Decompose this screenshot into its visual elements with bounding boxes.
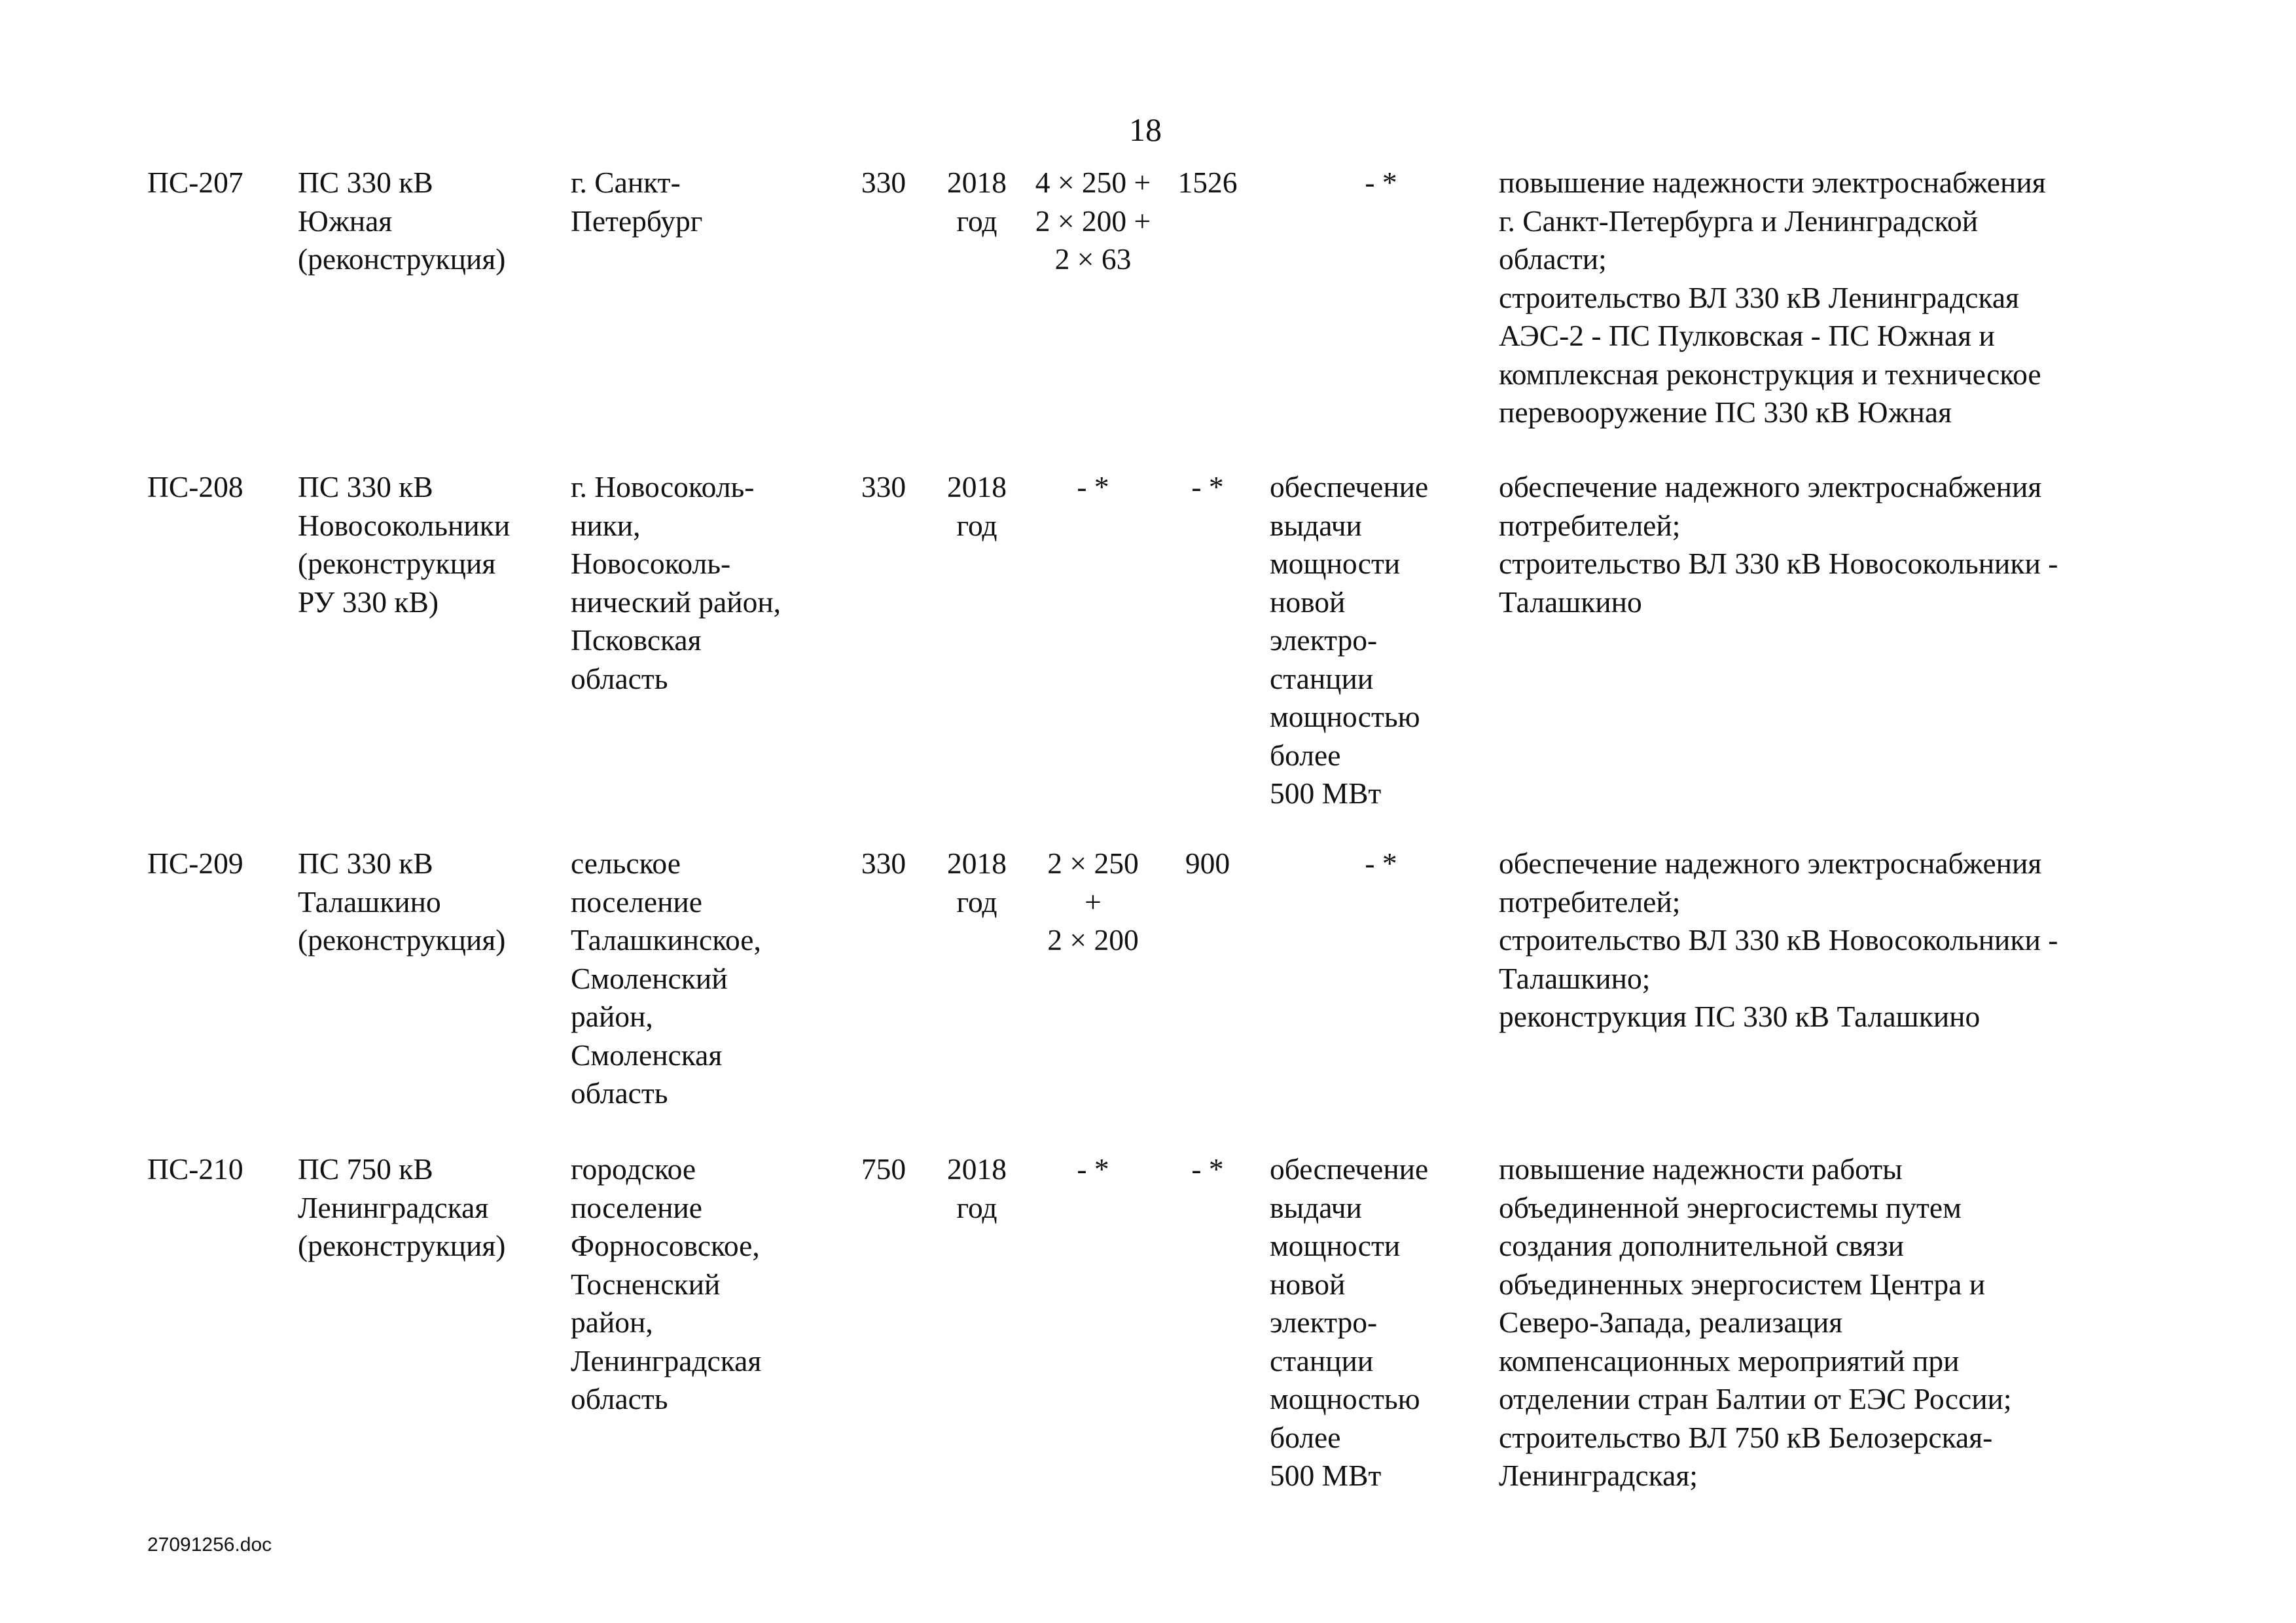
note: повышение надежности работы объединенной энергосистемы путем создания дополнительной связи объединенных энергосистем Центра и Северо-Запада, реализация компенсационных мероприятий при отделении стран Балтии от ЕЭС России; строительство ВЛ 750 кВ Белозерская- Ленинградская; bbox=[1499, 1152, 2012, 1492]
object-name: ПС 330 кВ Талашкино (реконструкция) bbox=[298, 847, 506, 957]
commissioning-year: 2018 год bbox=[947, 470, 1007, 542]
purpose: - * bbox=[1365, 847, 1397, 880]
note: обеспечение надежного электроснабжения потребителей; строительство ВЛ 330 кВ Новосокольники - Талашкино bbox=[1499, 470, 2058, 619]
purpose: обеспечение выдачи мощности новой электро- станции мощностью более 500 МВт bbox=[1270, 470, 1429, 810]
page-number: 18 bbox=[1129, 111, 1162, 148]
object-code: ПС-208 bbox=[147, 470, 243, 503]
object-code: ПС-207 bbox=[147, 166, 243, 199]
object-location: г. Новосоколь- ники, Новосоколь- нический район, Псковская область bbox=[571, 470, 781, 695]
transformer-power: - * bbox=[1077, 470, 1109, 503]
object-location: сельское поселение Талашкинское, Смоленский район, Смоленская область bbox=[571, 847, 761, 1110]
note: повышение надежности электроснабжения г. Санкт-Петербурга и Ленинградской области; строительство ВЛ 330 кВ Ленинградская АЭС-2 - ПС Пулковская - ПС Южная и комплексная реконструкция и техническое перевооружение ПС 330 кВ Южная bbox=[1499, 166, 2046, 429]
voltage-class: 750 bbox=[861, 1152, 906, 1186]
object-location: городское поселение Форносовское, Тосненский район, Ленинградская область bbox=[571, 1152, 762, 1415]
object-code: ПС-209 bbox=[147, 847, 243, 880]
object-location: г. Санкт- Петербург bbox=[571, 166, 703, 238]
total-power: 1526 bbox=[1177, 166, 1238, 199]
commissioning-year: 2018 год bbox=[947, 1152, 1007, 1224]
voltage-class: 330 bbox=[861, 470, 906, 503]
transformer-power: 4 × 250 + 2 × 200 + 2 × 63 bbox=[1035, 166, 1151, 276]
voltage-class: 330 bbox=[861, 166, 906, 199]
commissioning-year: 2018 год bbox=[947, 166, 1007, 238]
object-code: ПС-210 bbox=[147, 1152, 243, 1186]
object-name: ПС 330 кВ Южная (реконструкция) bbox=[298, 166, 506, 276]
object-name: ПС 750 кВ Ленинградская (реконструкция) bbox=[298, 1152, 506, 1262]
total-power: 900 bbox=[1185, 847, 1230, 880]
total-power: - * bbox=[1191, 470, 1224, 503]
document-filename: 27091256.doc bbox=[147, 1534, 272, 1556]
transformer-power: - * bbox=[1077, 1152, 1109, 1186]
commissioning-year: 2018 год bbox=[947, 847, 1007, 919]
purpose: - * bbox=[1365, 166, 1397, 199]
purpose: обеспечение выдачи мощности новой электро- станции мощностью более 500 МВт bbox=[1270, 1152, 1429, 1492]
total-power: - * bbox=[1191, 1152, 1224, 1186]
voltage-class: 330 bbox=[861, 847, 906, 880]
note: обеспечение надежного электроснабжения потребителей; строительство ВЛ 330 кВ Новосокольники - Талашкино; реконструкция ПС 330 кВ Талашкино bbox=[1499, 847, 2058, 1033]
object-name: ПС 330 кВ Новосокольники (реконструкция РУ 330 кВ) bbox=[298, 470, 511, 619]
transformer-power: 2 × 250 + 2 × 200 bbox=[1047, 847, 1139, 957]
